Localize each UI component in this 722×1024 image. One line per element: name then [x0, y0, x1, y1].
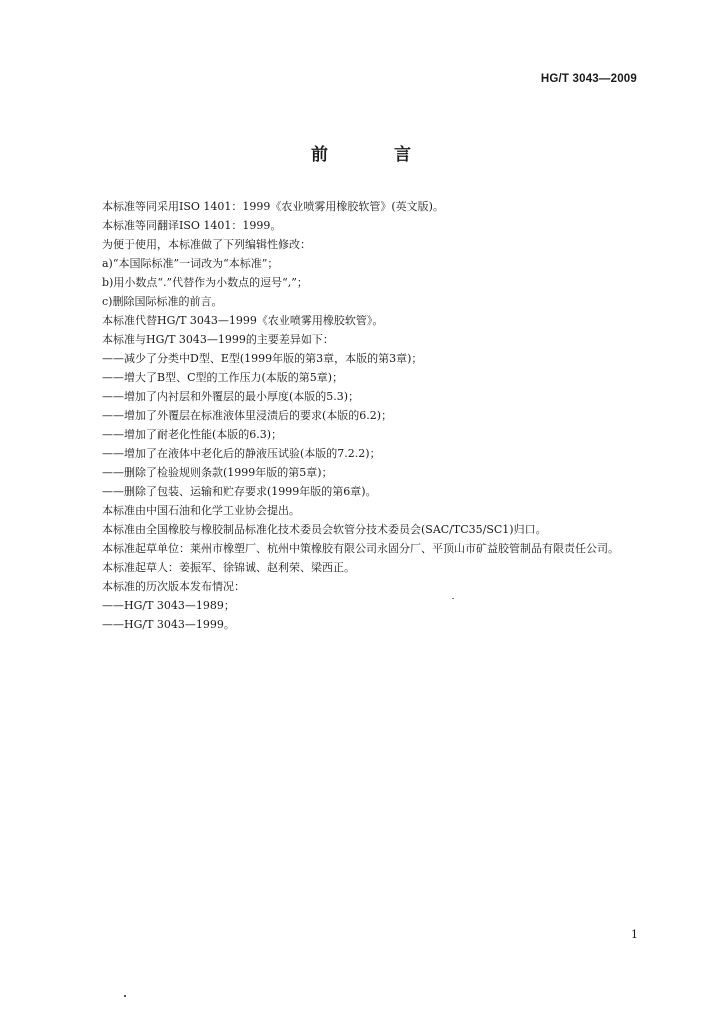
- list-item: ——增加了内衬层和外覆层的最小厚度(本版的5.3)；: [102, 390, 360, 403]
- list-item: ——HG/T 3043—1999。: [102, 618, 235, 631]
- list-item: ——减少了分类中D型、E型(1999年版的第3章，本版的第3章)；: [102, 352, 423, 365]
- list-item: c)删除国际标准的前言。: [102, 295, 223, 308]
- list-item: a)“本国际标准”一词改为“本标准”；: [102, 257, 279, 270]
- scan-speck: [124, 995, 126, 997]
- foreword-body: [80, 197, 650, 634]
- scan-speck: [452, 598, 454, 599]
- page-number: 1: [631, 928, 638, 941]
- paragraph: 本标准由全国橡胶与橡胶制品标准化技术委员会软管分技术委员会(SAC/TC35/SC1)归口。: [102, 523, 547, 536]
- paragraph: 本标准起草单位：莱州市橡塑厂、杭州中策橡胶有限公司永固分厂、平顶山市矿益胶管制品有限责任公司。: [102, 542, 619, 555]
- list-item: b)用小数点“.”代替作为小数点的逗号“,”；: [102, 276, 308, 289]
- paragraph: 本标准由中国石油和化学工业协会提出。: [102, 504, 300, 517]
- paragraph: 本标准等同翻译ISO 1401：1999。: [102, 219, 282, 232]
- list-item: ——删除了包装、运输和贮存要求(1999年版的第6章)。: [102, 485, 377, 498]
- list-item: ——增大了B型、C型的工作压力(本版的第5章)；: [102, 371, 344, 384]
- paragraph: 本标准等同采用ISO 1401：1999《农业喷雾用橡胶软管》(英文版)。: [102, 200, 444, 213]
- paragraph: 本标准的历次版本发布情况：: [102, 580, 245, 593]
- paragraph: 本标准代替HG/T 3043—1999《农业喷雾用橡胶软管》。: [102, 314, 384, 327]
- list-item: ——增加了外覆层在标准液体里浸渍后的要求(本版的6.2)；: [102, 409, 393, 422]
- list-item: ——增加了在液体中老化后的静液压试验(本版的7.2.2)；: [102, 447, 381, 460]
- paragraph: 本标准起草人：姜振军、徐锦诚、赵利荣、梁西正。: [102, 561, 355, 574]
- paragraph: 为便于使用，本标准做了下列编辑性修改：: [102, 238, 311, 251]
- list-item: ——增加了耐老化性能(本版的6.3)；: [102, 428, 283, 441]
- list-item: ——删除了检验规则条款(1999年版的第5章)；: [102, 466, 333, 479]
- paragraph: 本标准与HG/T 3043—1999的主要差异如下：: [102, 333, 334, 346]
- list-item: ——HG/T 3043—1989；: [102, 599, 235, 612]
- document-code: HG/T 3043—2009: [540, 73, 637, 85]
- page-title: 前 言: [311, 145, 441, 165]
